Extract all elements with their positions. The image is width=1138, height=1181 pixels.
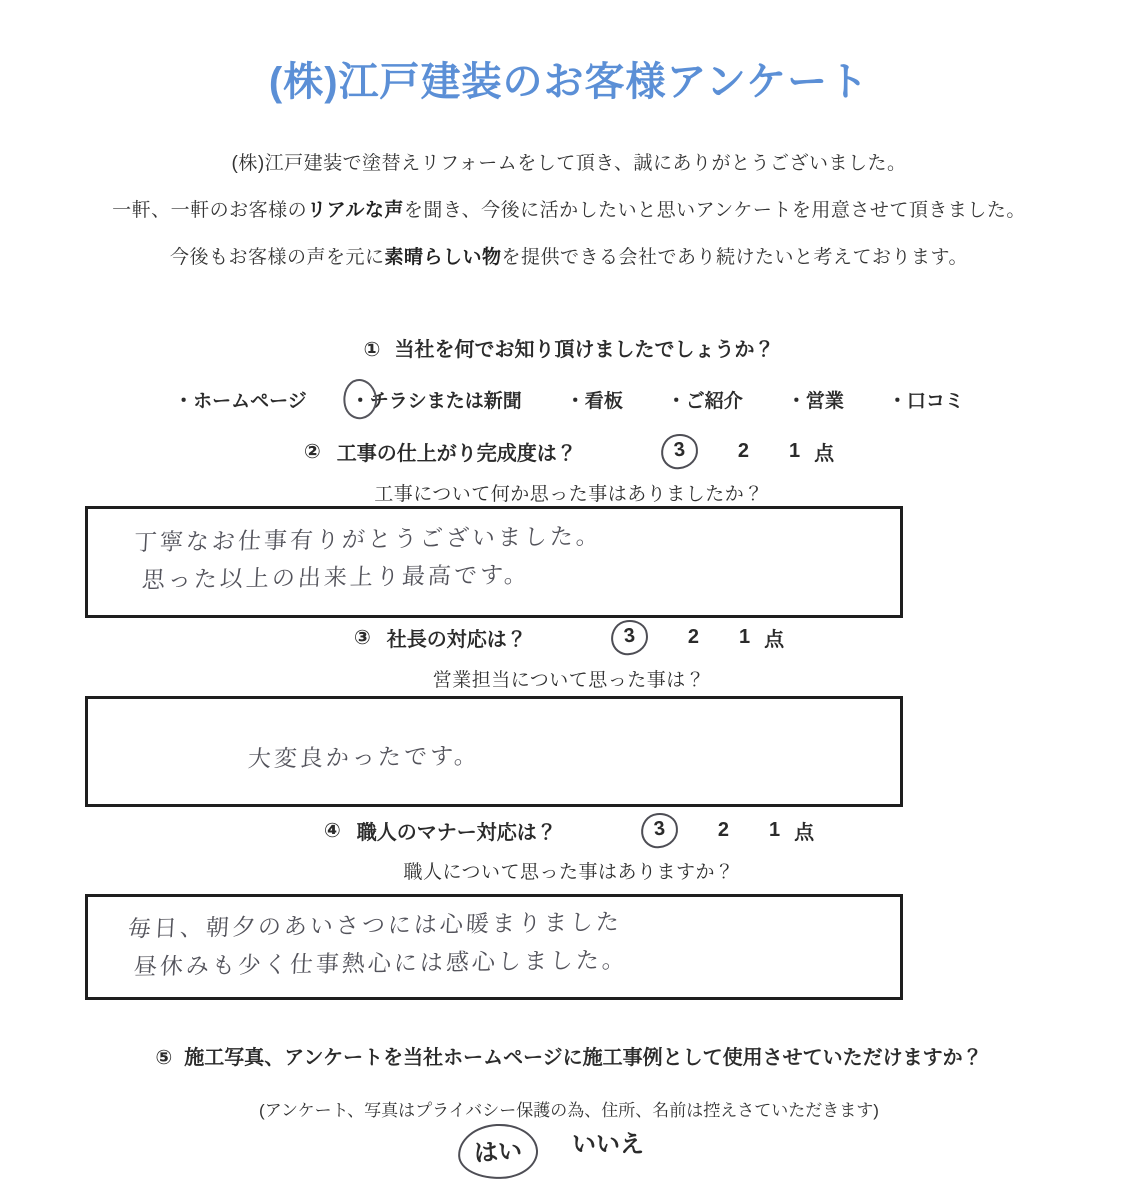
q2-score-1[interactable]: 1 [789, 440, 801, 462]
q3-score-3-circled[interactable]: 3 [609, 618, 650, 657]
q2-handwritten-answer-line2: 思った以上の出来上り最高です。 [141, 562, 531, 594]
q4-handwritten-answer-line2: 昼休みも少く仕事熱心には感心しました。 [133, 947, 629, 981]
q3-answer-box [85, 696, 903, 807]
q4-score-2[interactable]: 2 [717, 819, 730, 841]
q3-score-1[interactable]: 1 [739, 626, 751, 648]
q4-handwritten-answer-line1: 毎日、朝夕のあいさつには心暖まりました [127, 909, 623, 943]
question-4-sublabel: 職人について思った事はありますか？ [403, 862, 735, 883]
question-1-number: ① [363, 339, 381, 361]
intro-line-2-bold: リアルな声 [307, 200, 404, 221]
question-2-number: ② [303, 441, 321, 463]
question-5-heading [0, 1041, 1138, 1070]
question-4-number: ④ [323, 820, 341, 842]
question-3-row [0, 620, 1138, 655]
question-5-privacy-note: (アンケート、写真はプライバシー保護の為、住所、名前は控えさていただきます) [259, 1101, 879, 1120]
q1-option-signboard[interactable]: ・看板 [565, 391, 623, 412]
q3-handwritten-answer-line1: 大変良かったです。 [247, 743, 481, 773]
question-4-row [0, 813, 1138, 848]
question-4-label: 職人のマナー対応は？ [356, 822, 557, 844]
question-5-options [0, 1124, 1120, 1179]
question-2-label: 工事の仕上がり完成度は？ [336, 443, 577, 465]
q2-score-2[interactable]: 2 [737, 440, 750, 462]
intro-line-2 [0, 195, 1138, 222]
q1-option-flyer-selected[interactable] [351, 386, 522, 413]
q5-option-yes-circled[interactable] [457, 1122, 540, 1181]
q2-answer-box [85, 506, 903, 618]
intro-line-1 [0, 148, 1138, 175]
intro-line-1-text: (株)江戸建装で塗替えリフォームをして頂き、誠にありがとうございました。 [231, 153, 907, 174]
intro-line-3-bold: 素晴らしい物 [384, 247, 502, 268]
intro-line-3-post: を提供できる会社であり続けたいと考えております。 [501, 247, 968, 268]
q4-score-3-circled[interactable]: 3 [639, 811, 680, 850]
page-title: (株)江戸建装のお客様アンケート [268, 60, 870, 104]
q2-score-unit: 点 [814, 443, 835, 465]
question-5-label: 施工写真、アンケートを当社ホームページに施工事例として使用させていただけますか？ [184, 1047, 983, 1069]
q5-yes-label: はい [473, 1137, 523, 1168]
intro-line-3-pre: 今後もお客様の声を元に [169, 247, 385, 268]
q1-option-word-of-mouth[interactable]: ・口コミ [887, 391, 964, 412]
q4-score-unit: 点 [794, 822, 815, 844]
intro-line-2-pre: 一軒、一軒のお客様の [112, 200, 308, 221]
question-3-sublabel: 営業担当について思った事は？ [432, 670, 706, 691]
q3-score-2[interactable]: 2 [687, 626, 700, 648]
q4-answer-box [85, 894, 903, 1000]
q3-score-unit: 点 [764, 629, 785, 651]
q4-score-1[interactable]: 1 [769, 819, 781, 841]
q5-option-no[interactable]: いいえ [572, 1131, 644, 1158]
question-1-options [0, 386, 1138, 413]
q2-score-3-circled[interactable]: 3 [659, 432, 700, 471]
intro-line-2-post: を聞き、今後に活かしたいと思いアンケートを用意させて頂きました。 [403, 200, 1026, 221]
question-2-sublabel: 工事について何か思った事はありましたか？ [374, 484, 764, 505]
q2-handwritten-answer-line1: 丁寧なお仕事有りがとうございました。 [133, 523, 603, 557]
question-3-number: ③ [353, 627, 371, 649]
question-1-heading [0, 333, 1138, 362]
question-2-row [0, 434, 1138, 469]
q1-option-sales[interactable]: ・営業 [786, 391, 844, 412]
question-3-label: 社長の対応は？ [386, 629, 527, 651]
intro-line-3 [0, 242, 1138, 269]
question-5-number: ⑤ [155, 1047, 173, 1069]
q1-option-homepage[interactable]: ・ホームページ [174, 391, 307, 412]
question-1-label: 当社を何でお知り頂けましたでしょうか？ [394, 339, 775, 361]
q1-option-referral[interactable]: ・ご紹介 [666, 391, 743, 412]
q1-option-flyer-label: ・チラシまたは新聞 [350, 391, 522, 412]
